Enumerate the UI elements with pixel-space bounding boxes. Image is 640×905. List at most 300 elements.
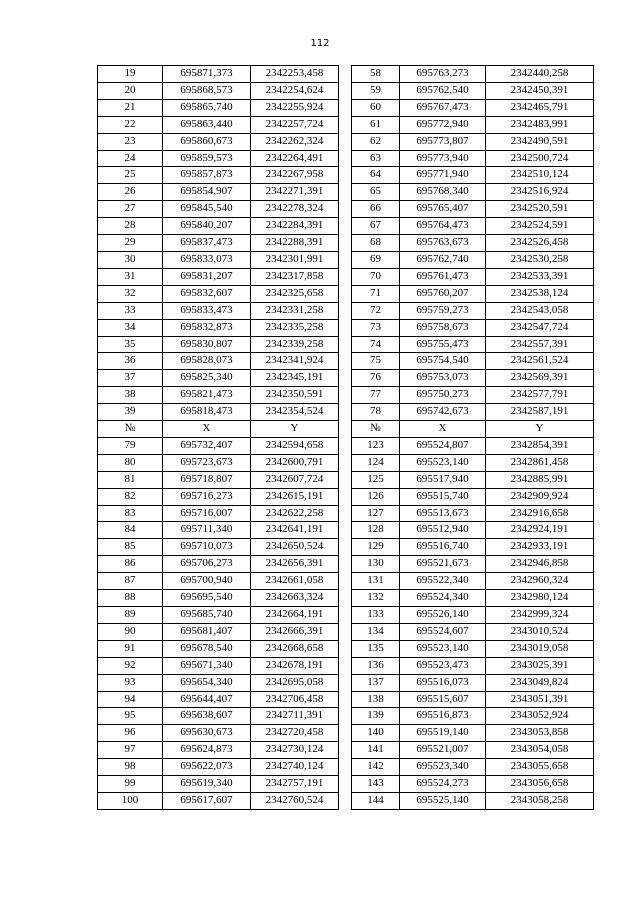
x-coordinate-cell: 695711,340	[163, 522, 251, 539]
x-coordinate-cell: 695755,473	[400, 336, 486, 353]
column-gap	[339, 725, 352, 742]
point-number-cell: 73	[352, 319, 400, 336]
x-coordinate-cell: 695767,473	[400, 99, 486, 116]
y-coordinate-cell: 2342757,191	[251, 776, 339, 793]
table-row	[98, 201, 594, 218]
x-coordinate-cell: 695523,473	[400, 657, 486, 674]
table-row	[98, 387, 594, 404]
table-row	[98, 522, 594, 539]
coordinates-table	[97, 65, 594, 810]
x-coordinate-cell: 695513,673	[400, 505, 486, 522]
column-gap	[339, 133, 352, 150]
y-coordinate-cell: 2342350,591	[251, 387, 339, 404]
x-coordinate-cell: 695837,473	[163, 235, 251, 252]
x-coordinate-cell: 695644,407	[163, 691, 251, 708]
point-number-cell: 132	[352, 590, 400, 607]
x-coordinate-cell: 695759,273	[400, 302, 486, 319]
y-coordinate-cell: 2342661,058	[251, 573, 339, 590]
table-row	[98, 657, 594, 674]
x-coordinate-cell: 695515,740	[400, 488, 486, 505]
x-coordinate-cell: 695773,807	[400, 133, 486, 150]
y-coordinate-cell: 2342317,858	[251, 268, 339, 285]
y-coordinate-cell: 2342720,458	[251, 725, 339, 742]
y-coordinate-cell: 2342561,524	[486, 353, 594, 370]
table-row	[98, 674, 594, 691]
y-coordinate-cell: 2342569,391	[486, 370, 594, 387]
x-coordinate-cell: 695678,540	[163, 640, 251, 657]
x-coordinate-cell: 695523,340	[400, 759, 486, 776]
point-number-cell: 60	[352, 99, 400, 116]
y-coordinate-cell: 2342516,924	[486, 184, 594, 201]
y-coordinate-cell: 2342254,624	[251, 82, 339, 99]
column-gap	[339, 640, 352, 657]
x-coordinate-cell: 695638,607	[163, 708, 251, 725]
y-coordinate-cell: 2342650,524	[251, 539, 339, 556]
point-number-cell: 31	[98, 268, 163, 285]
table-row	[98, 218, 594, 235]
point-number-cell: 136	[352, 657, 400, 674]
point-number-cell: 23	[98, 133, 163, 150]
y-coordinate-cell: 2342547,724	[486, 319, 594, 336]
column-gap	[339, 691, 352, 708]
column-gap	[339, 302, 352, 319]
point-number-cell: 131	[352, 573, 400, 590]
table-row	[98, 133, 594, 150]
y-coordinate-cell: 2342490,591	[486, 133, 594, 150]
x-coordinate-cell: 695763,273	[400, 66, 486, 83]
point-number-cell: 28	[98, 218, 163, 235]
y-coordinate-cell: 2342980,124	[486, 590, 594, 607]
point-number-cell: 144	[352, 792, 400, 809]
y-coordinate-cell: 2342706,458	[251, 691, 339, 708]
x-coordinate-cell: 695773,940	[400, 150, 486, 167]
table-row	[98, 708, 594, 725]
table-row	[98, 285, 594, 302]
point-number-cell: 24	[98, 150, 163, 167]
table-row	[98, 99, 594, 116]
x-coordinate-cell: 695521,007	[400, 742, 486, 759]
point-number-cell: 140	[352, 725, 400, 742]
y-coordinate-cell: 2342695,058	[251, 674, 339, 691]
x-coordinate-cell: 695624,873	[163, 742, 251, 759]
header-y-cell: Y	[251, 421, 339, 438]
table-row	[98, 370, 594, 387]
point-number-cell: 67	[352, 218, 400, 235]
table-row	[98, 184, 594, 201]
x-coordinate-cell: 695617,607	[163, 792, 251, 809]
header-number-cell: №	[352, 421, 400, 438]
table-row	[98, 319, 594, 336]
x-coordinate-cell: 695716,007	[163, 505, 251, 522]
x-coordinate-cell: 695515,607	[400, 691, 486, 708]
y-coordinate-cell: 2342924,191	[486, 522, 594, 539]
point-number-cell: 74	[352, 336, 400, 353]
table-row	[98, 792, 594, 809]
x-coordinate-cell: 695695,540	[163, 590, 251, 607]
point-number-cell: 64	[352, 167, 400, 184]
y-coordinate-cell: 2342656,391	[251, 556, 339, 573]
point-number-cell: 142	[352, 759, 400, 776]
x-coordinate-cell: 695523,140	[400, 454, 486, 471]
point-number-cell: 26	[98, 184, 163, 201]
table-row	[98, 437, 594, 454]
x-coordinate-cell: 695516,740	[400, 539, 486, 556]
y-coordinate-cell: 2342999,324	[486, 607, 594, 624]
table-row	[98, 268, 594, 285]
table-row	[98, 759, 594, 776]
point-number-cell: 70	[352, 268, 400, 285]
table-row	[98, 556, 594, 573]
column-gap	[339, 623, 352, 640]
x-coordinate-cell: 695718,807	[163, 471, 251, 488]
y-coordinate-cell: 2342483,991	[486, 116, 594, 133]
x-coordinate-cell: 695716,273	[163, 488, 251, 505]
point-number-cell: 94	[98, 691, 163, 708]
point-number-cell: 79	[98, 437, 163, 454]
point-number-cell: 21	[98, 99, 163, 116]
table-row	[98, 150, 594, 167]
x-coordinate-cell: 695742,673	[400, 404, 486, 421]
y-coordinate-cell: 2342520,591	[486, 201, 594, 218]
point-number-cell: 139	[352, 708, 400, 725]
x-coordinate-cell: 695681,407	[163, 623, 251, 640]
x-coordinate-cell: 695771,940	[400, 167, 486, 184]
table-row	[98, 607, 594, 624]
point-number-cell: 69	[352, 251, 400, 268]
y-coordinate-cell: 2342587,191	[486, 404, 594, 421]
x-coordinate-cell: 695825,340	[163, 370, 251, 387]
table-row	[98, 539, 594, 556]
y-coordinate-cell: 2342933,191	[486, 539, 594, 556]
point-number-cell: 27	[98, 201, 163, 218]
point-number-cell: 68	[352, 235, 400, 252]
y-coordinate-cell: 2342278,324	[251, 201, 339, 218]
table-row	[98, 167, 594, 184]
point-number-cell: 82	[98, 488, 163, 505]
y-coordinate-cell: 2342354,524	[251, 404, 339, 421]
point-number-cell: 95	[98, 708, 163, 725]
column-gap	[339, 184, 352, 201]
x-coordinate-cell: 695512,940	[400, 522, 486, 539]
x-coordinate-cell: 695519,140	[400, 725, 486, 742]
point-number-cell: 89	[98, 607, 163, 624]
x-coordinate-cell: 695818,473	[163, 404, 251, 421]
y-coordinate-cell: 2342594,658	[251, 437, 339, 454]
table-row	[98, 251, 594, 268]
x-coordinate-cell: 695630,673	[163, 725, 251, 742]
x-coordinate-cell: 695768,340	[400, 184, 486, 201]
point-number-cell: 80	[98, 454, 163, 471]
y-coordinate-cell: 2342916,658	[486, 505, 594, 522]
x-coordinate-cell: 695685,740	[163, 607, 251, 624]
column-gap	[339, 590, 352, 607]
x-coordinate-cell: 695526,140	[400, 607, 486, 624]
x-coordinate-cell: 695765,407	[400, 201, 486, 218]
column-gap	[339, 235, 352, 252]
column-gap	[339, 454, 352, 471]
x-coordinate-cell: 695833,473	[163, 302, 251, 319]
column-gap	[339, 370, 352, 387]
y-coordinate-cell: 2342253,458	[251, 66, 339, 83]
header-y-cell: Y	[486, 421, 594, 438]
y-coordinate-cell: 2343056,658	[486, 776, 594, 793]
column-gap	[339, 556, 352, 573]
table-row	[98, 505, 594, 522]
x-coordinate-cell: 695524,340	[400, 590, 486, 607]
x-coordinate-cell: 695854,907	[163, 184, 251, 201]
y-coordinate-cell: 2342622,258	[251, 505, 339, 522]
y-coordinate-cell: 2342960,324	[486, 573, 594, 590]
point-number-cell: 66	[352, 201, 400, 218]
y-coordinate-cell: 2342271,391	[251, 184, 339, 201]
point-number-cell: 76	[352, 370, 400, 387]
y-coordinate-cell: 2342600,791	[251, 454, 339, 471]
table-row	[98, 590, 594, 607]
column-gap	[339, 218, 352, 235]
y-coordinate-cell: 2342450,391	[486, 82, 594, 99]
table-row	[98, 66, 594, 83]
y-coordinate-cell: 2342854,391	[486, 437, 594, 454]
point-number-cell: 61	[352, 116, 400, 133]
y-coordinate-cell: 2343052,924	[486, 708, 594, 725]
point-number-cell: 71	[352, 285, 400, 302]
column-gap	[339, 167, 352, 184]
column-gap	[339, 116, 352, 133]
x-coordinate-cell: 695845,540	[163, 201, 251, 218]
point-number-cell: 65	[352, 184, 400, 201]
y-coordinate-cell: 2343051,391	[486, 691, 594, 708]
x-coordinate-cell: 695868,573	[163, 82, 251, 99]
y-coordinate-cell: 2342664,191	[251, 607, 339, 624]
column-gap	[339, 66, 352, 83]
column-gap	[339, 319, 352, 336]
x-coordinate-cell: 695523,140	[400, 640, 486, 657]
point-number-cell: 39	[98, 404, 163, 421]
y-coordinate-cell: 2342538,124	[486, 285, 594, 302]
column-gap	[339, 488, 352, 505]
point-number-cell: 20	[98, 82, 163, 99]
y-coordinate-cell: 2342264,491	[251, 150, 339, 167]
y-coordinate-cell: 2342730,124	[251, 742, 339, 759]
point-number-cell: 124	[352, 454, 400, 471]
point-number-cell: 59	[352, 82, 400, 99]
column-gap	[339, 539, 352, 556]
column-gap	[339, 285, 352, 302]
column-gap	[339, 150, 352, 167]
y-coordinate-cell: 2342255,924	[251, 99, 339, 116]
point-number-cell: 98	[98, 759, 163, 776]
column-gap	[339, 776, 352, 793]
column-gap	[339, 607, 352, 624]
point-number-cell: 87	[98, 573, 163, 590]
point-number-cell: 97	[98, 742, 163, 759]
x-coordinate-cell: 695706,273	[163, 556, 251, 573]
x-coordinate-cell: 695723,673	[163, 454, 251, 471]
y-coordinate-cell: 2343010,524	[486, 623, 594, 640]
point-number-cell: 91	[98, 640, 163, 657]
point-number-cell: 100	[98, 792, 163, 809]
x-coordinate-cell: 695762,740	[400, 251, 486, 268]
y-coordinate-cell: 2343025,391	[486, 657, 594, 674]
column-gap	[339, 522, 352, 539]
y-coordinate-cell: 2343055,658	[486, 759, 594, 776]
point-number-cell: 85	[98, 539, 163, 556]
column-gap	[339, 792, 352, 809]
x-coordinate-cell: 695871,373	[163, 66, 251, 83]
y-coordinate-cell: 2342510,124	[486, 167, 594, 184]
x-coordinate-cell: 695654,340	[163, 674, 251, 691]
x-coordinate-cell: 695865,740	[163, 99, 251, 116]
point-number-cell: 141	[352, 742, 400, 759]
column-gap	[339, 387, 352, 404]
table-row	[98, 640, 594, 657]
point-number-cell: 35	[98, 336, 163, 353]
coordinates-table-body	[98, 66, 594, 810]
point-number-cell: 96	[98, 725, 163, 742]
y-coordinate-cell: 2342339,258	[251, 336, 339, 353]
x-coordinate-cell: 695832,607	[163, 285, 251, 302]
y-coordinate-cell: 2342607,724	[251, 471, 339, 488]
x-coordinate-cell: 695763,673	[400, 235, 486, 252]
column-gap	[339, 268, 352, 285]
table-row	[98, 776, 594, 793]
x-coordinate-cell: 695516,073	[400, 674, 486, 691]
x-coordinate-cell: 695762,540	[400, 82, 486, 99]
column-gap	[339, 505, 352, 522]
table-row	[98, 623, 594, 640]
point-number-cell: 126	[352, 488, 400, 505]
y-coordinate-cell: 2343049,824	[486, 674, 594, 691]
y-coordinate-cell: 2342946,858	[486, 556, 594, 573]
point-number-cell: 86	[98, 556, 163, 573]
x-coordinate-cell: 695857,873	[163, 167, 251, 184]
x-coordinate-cell: 695758,673	[400, 319, 486, 336]
point-number-cell: 88	[98, 590, 163, 607]
point-number-cell: 129	[352, 539, 400, 556]
y-coordinate-cell: 2342641,191	[251, 522, 339, 539]
point-number-cell: 38	[98, 387, 163, 404]
column-gap	[339, 657, 352, 674]
y-coordinate-cell: 2342615,191	[251, 488, 339, 505]
x-coordinate-cell: 695732,407	[163, 437, 251, 454]
column-gap	[339, 336, 352, 353]
table-row	[98, 725, 594, 742]
x-coordinate-cell: 695522,340	[400, 573, 486, 590]
column-gap	[339, 353, 352, 370]
point-number-cell: 22	[98, 116, 163, 133]
column-gap	[339, 82, 352, 99]
table-row	[98, 235, 594, 252]
point-number-cell: 25	[98, 167, 163, 184]
point-number-cell: 133	[352, 607, 400, 624]
x-coordinate-cell: 695516,873	[400, 708, 486, 725]
y-coordinate-cell: 2342325,658	[251, 285, 339, 302]
x-coordinate-cell: 695671,340	[163, 657, 251, 674]
header-x-cell: X	[163, 421, 251, 438]
table-row	[98, 302, 594, 319]
x-coordinate-cell: 695524,807	[400, 437, 486, 454]
x-coordinate-cell: 695860,673	[163, 133, 251, 150]
y-coordinate-cell: 2343019,058	[486, 640, 594, 657]
table-row	[98, 404, 594, 421]
y-coordinate-cell: 2342526,458	[486, 235, 594, 252]
point-number-cell: 83	[98, 505, 163, 522]
column-gap	[339, 201, 352, 218]
point-number-cell: 84	[98, 522, 163, 539]
column-gap	[339, 759, 352, 776]
y-coordinate-cell: 2342341,924	[251, 353, 339, 370]
point-number-cell: 34	[98, 319, 163, 336]
x-coordinate-cell: 695524,273	[400, 776, 486, 793]
table-row	[98, 82, 594, 99]
table-row	[98, 336, 594, 353]
y-coordinate-cell: 2342543,058	[486, 302, 594, 319]
y-coordinate-cell: 2342909,924	[486, 488, 594, 505]
x-coordinate-cell: 695859,573	[163, 150, 251, 167]
y-coordinate-cell: 2342533,391	[486, 268, 594, 285]
x-coordinate-cell: 695840,207	[163, 218, 251, 235]
x-coordinate-cell: 695833,073	[163, 251, 251, 268]
point-number-cell: 78	[352, 404, 400, 421]
x-coordinate-cell: 695831,207	[163, 268, 251, 285]
point-number-cell: 58	[352, 66, 400, 83]
table-row	[98, 116, 594, 133]
x-coordinate-cell: 695832,873	[163, 319, 251, 336]
x-coordinate-cell: 695619,340	[163, 776, 251, 793]
y-coordinate-cell: 2342257,724	[251, 116, 339, 133]
y-coordinate-cell: 2342666,391	[251, 623, 339, 640]
y-coordinate-cell: 2342740,124	[251, 759, 339, 776]
y-coordinate-cell: 2342345,191	[251, 370, 339, 387]
column-gap	[339, 421, 352, 438]
x-coordinate-cell: 695521,673	[400, 556, 486, 573]
point-number-cell: 32	[98, 285, 163, 302]
y-coordinate-cell: 2342663,324	[251, 590, 339, 607]
point-number-cell: 81	[98, 471, 163, 488]
point-number-cell: 130	[352, 556, 400, 573]
column-gap	[339, 404, 352, 421]
header-number-cell: №	[98, 421, 163, 438]
x-coordinate-cell: 695754,540	[400, 353, 486, 370]
x-coordinate-cell: 695710,073	[163, 539, 251, 556]
table-row	[98, 471, 594, 488]
y-coordinate-cell: 2342557,391	[486, 336, 594, 353]
x-coordinate-cell: 695700,940	[163, 573, 251, 590]
point-number-cell: 135	[352, 640, 400, 657]
x-coordinate-cell: 695863,440	[163, 116, 251, 133]
point-number-cell: 36	[98, 353, 163, 370]
column-gap	[339, 251, 352, 268]
x-coordinate-cell: 695772,940	[400, 116, 486, 133]
y-coordinate-cell: 2342284,391	[251, 218, 339, 235]
y-coordinate-cell: 2342524,591	[486, 218, 594, 235]
x-coordinate-cell: 695753,073	[400, 370, 486, 387]
point-number-cell: 72	[352, 302, 400, 319]
point-number-cell: 30	[98, 251, 163, 268]
point-number-cell: 93	[98, 674, 163, 691]
point-number-cell: 99	[98, 776, 163, 793]
table-row	[98, 488, 594, 505]
point-number-cell: 123	[352, 437, 400, 454]
y-coordinate-cell: 2343053,858	[486, 725, 594, 742]
y-coordinate-cell: 2342760,524	[251, 792, 339, 809]
point-number-cell: 29	[98, 235, 163, 252]
header-x-cell: X	[400, 421, 486, 438]
point-number-cell: 33	[98, 302, 163, 319]
column-gap	[339, 99, 352, 116]
point-number-cell: 77	[352, 387, 400, 404]
x-coordinate-cell: 695764,473	[400, 218, 486, 235]
